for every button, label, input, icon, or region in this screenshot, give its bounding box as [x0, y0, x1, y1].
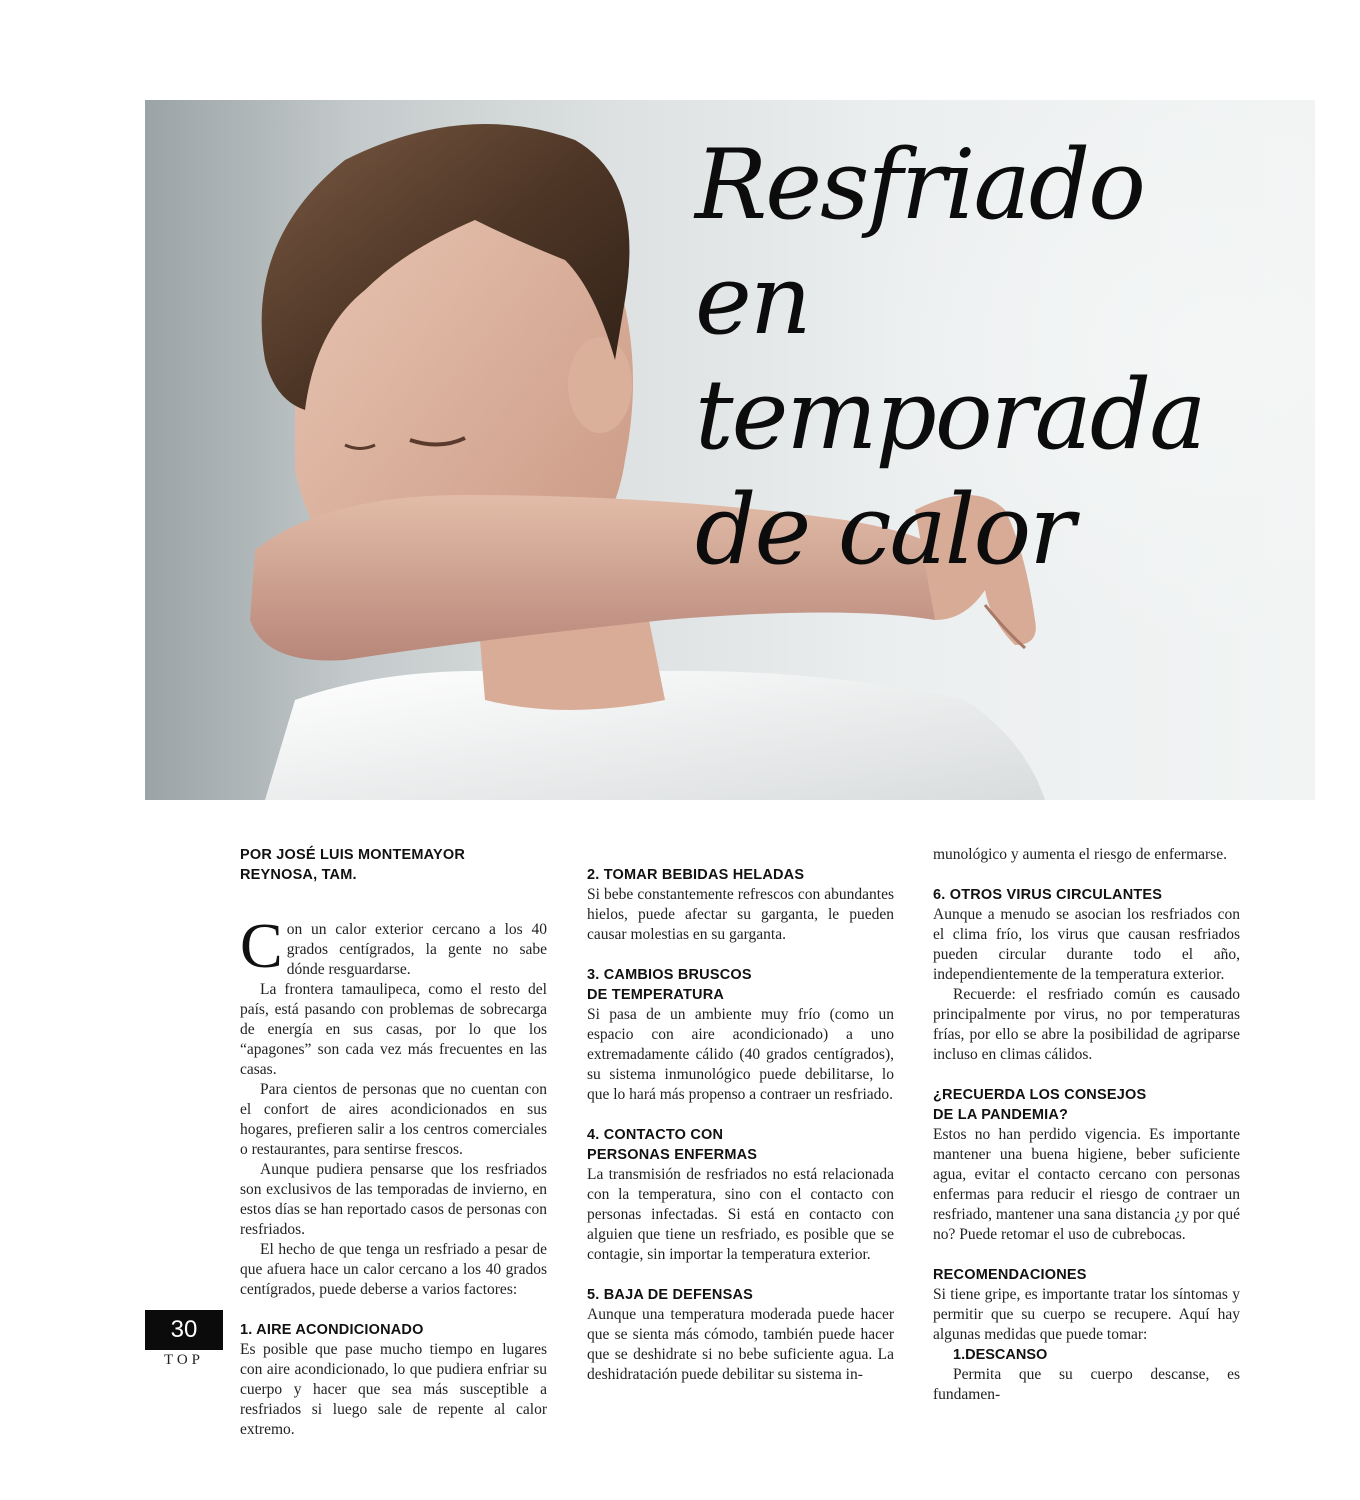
heading-line: 4. CONTACTO CON [587, 1127, 724, 1143]
article-title [695, 128, 1315, 588]
title-line-3: de calor [695, 474, 1074, 586]
magazine-label: TOP [163, 1352, 205, 1368]
intro-text: on un calor exterior cercano a los 40 grados centígrados, la gente no sabe dónde resguardarse. [286, 921, 547, 978]
byline-author: POR JOSÉ LUIS MONTEMAYOR [240, 847, 466, 863]
section-heading: 1. AIRE ACONDICIONADO [240, 1322, 424, 1338]
heading-line: DE LA PANDEMIA? [933, 1107, 1069, 1123]
section-text: Aunque una temperatura moderada puede hacer que se sienta más cómodo, también puede hacer que se deshidrate si no bebe suficiente agua. La deshidratación puede debilitar su sistema in- [587, 1306, 894, 1383]
text-column-2 [587, 865, 894, 1385]
section-text: Si pasa de un ambiente muy frío (como un espacio con aire acondicionado) a uno extremadamente cálido (40 grados centígrados), su sistema inmunológico puede debilitarse, lo que lo hará más propenso a contraer un resfriado. [587, 1006, 894, 1103]
heading-line: 3. CAMBIOS BRUSCOS [587, 967, 752, 983]
sub-heading: 1.DESCANSO [953, 1347, 1048, 1363]
section-text: Es posible que pase mucho tiempo en lugares con aire acondicionado, lo que pudiera enfriar su cuerpo y hacer que sea más susceptible a resfriados si luego sale de repente al calor extremo. [240, 1341, 547, 1438]
hero-image [145, 100, 1315, 800]
section-heading [933, 1085, 1240, 1125]
section-heading: 6. OTROS VIRUS CIRCULANTES [933, 887, 1163, 903]
section-text: Estos no han perdido vigencia. Es importante mantener una buena higiene, beber suficiente agua, evitar el contacto cercano con personas enfermas para reducir el riesgo de contraer un resfriado, mantener una sana distancia ¿y por qué no? Puede retomar el uso de cubrebocas. [933, 1126, 1240, 1243]
paragraph: Para cientos de personas que no cuentan con el confort de aires acondicionados en sus hogares, prefieren salir a los centros comerciales o restaurantes, para sentirse frescos. [240, 1081, 547, 1158]
heading-line: DE TEMPERATURA [587, 987, 725, 1003]
heading-line: PERSONAS ENFERMAS [587, 1147, 758, 1163]
title-line-1: Resfriado [695, 129, 1144, 241]
section-heading: 2. TOMAR BEBIDAS HELADAS [587, 867, 805, 883]
section-heading [587, 1125, 894, 1165]
section-text: Si bebe constantemente refrescos con abundantes hielos, puede afectar su garganta, le pueden causar molestias en su garganta. [587, 886, 894, 943]
text-column-3 [933, 845, 1240, 1405]
byline-location: REYNOSA, TAM. [240, 867, 357, 883]
paragraph: Recuerde: el resfriado común es causado principalmente por virus, no por temperaturas frías, por ello se abre la posibilidad de agriparse incluso en climas cálidos. [933, 986, 1240, 1063]
paragraph: Aunque pudiera pensarse que los resfriados son exclusivos de las temporadas de invierno, en estos días se han reportado casos de personas con resfriados. [240, 1161, 547, 1238]
title-line-2: en temporada [695, 244, 1205, 471]
drop-cap: C [240, 910, 283, 981]
section-heading: 5. BAJA DE DEFENSAS [587, 1287, 754, 1303]
paragraph: Permita que su cuerpo descanse, es fundamen- [933, 1366, 1240, 1403]
section-text: La transmisión de resfriados no está relacionada con la temperatura, sino con el contacto con personas infectadas. Si está en contacto con alguien que tiene un resfriado, es posible que se contagie, sin importar la temperatura exterior. [587, 1166, 894, 1263]
paragraph: El hecho de que tenga un resfriado a pesar de que afuera hace un calor cercano a los 40 grados centígrados, puede deberse a varios factores: [240, 1241, 547, 1298]
text-column-1 [240, 845, 547, 1440]
page-number: 30 [145, 1310, 223, 1350]
byline [240, 845, 547, 885]
section-heading: RECOMENDACIONES [933, 1267, 1087, 1283]
heading-line: ¿RECUERDA LOS CONSEJOS [933, 1087, 1147, 1103]
section-heading [587, 965, 894, 1005]
continued-text: munológico y aumenta el riesgo de enfermarse. [933, 846, 1227, 863]
section-text: Si tiene gripe, es importante tratar los síntomas y permitir que su cuerpo se recupere. Aquí hay algunas medidas que puede tomar: [933, 1286, 1240, 1343]
section-text: Aunque a menudo se asocian los resfriados con el clima frío, los virus que causan resfriados pueden circular durante todo el año, independientemente de la temperatura exterior. [933, 906, 1240, 983]
intro-paragraph [240, 910, 547, 981]
paragraph: La frontera tamaulipeca, como el resto del país, está pasando con problemas de sobrecarga de energía en sus casas, por lo que los “apagones” son cada vez más frecuentes en las casas. [240, 981, 547, 1078]
